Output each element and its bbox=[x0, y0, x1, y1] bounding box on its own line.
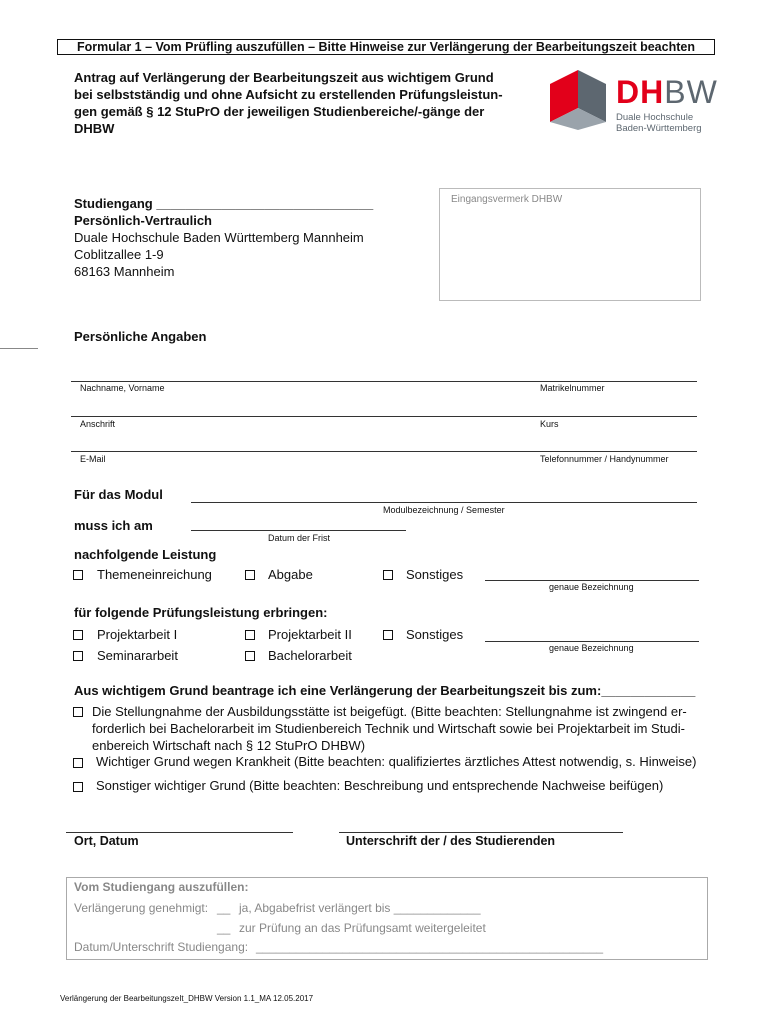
vertraulich-label: Persönlich-Vertraulich bbox=[74, 213, 212, 228]
ort-datum-line[interactable] bbox=[66, 832, 293, 833]
kurs-label: Kurs bbox=[540, 419, 559, 429]
grund-option-sonstiger: Sonstiger wichtiger Grund (Bitte beachten: Beschreibung und entsprechende Nachweise beifügen) bbox=[96, 778, 664, 793]
name-label: Nachname, Vorname bbox=[80, 383, 165, 393]
logo-sub2: Baden-Württemberg bbox=[616, 123, 702, 134]
leistung-heading: nachfolgende Leistung bbox=[74, 547, 217, 562]
grund-option-line: enbereich Wirtschaft nach § 12 StuPrO DHBW) bbox=[92, 738, 366, 753]
footer: Verlängerung der BearbeitungszeIt_DHBW Version 1.1_MA 12.05.2017 bbox=[60, 994, 314, 1003]
anschrift-label: Anschrift bbox=[80, 419, 116, 429]
modul-label: Für das Modul bbox=[74, 487, 163, 502]
anschrift-line[interactable] bbox=[71, 416, 697, 417]
checkbox-bachelorarbeit[interactable] bbox=[245, 651, 255, 661]
datum-unterschrift-line[interactable]: ____________________________________________________ bbox=[256, 940, 604, 954]
ja-text[interactable]: ja, Abgabefrist verlängert bis _____________ bbox=[239, 901, 481, 915]
option-abgabe: Abgabe bbox=[268, 567, 313, 582]
option-bachelorarbeit: Bachelorarbeit bbox=[268, 648, 352, 663]
grund-option-line: forderlich bei Bachelorarbeit im Studienbereich Technik und Wirtschaft sowie bei Projektarbeit im Studi- bbox=[92, 721, 685, 736]
date-label: muss ich am bbox=[74, 518, 153, 533]
personal-heading: Persönliche Angaben bbox=[74, 329, 207, 344]
eingangsvermerk-box bbox=[439, 188, 701, 301]
grund-option-line: Die Stellungnahme der Ausbildungsstätte ist beigefügt. (Bitte beachten: Stellungnahme ist zwingend er- bbox=[92, 704, 687, 719]
name-line[interactable] bbox=[71, 381, 697, 382]
dhbw-logo bbox=[548, 70, 718, 135]
grund-option-stellungnahme bbox=[92, 703, 687, 754]
studiengang-box bbox=[66, 877, 708, 960]
option-themeneinreichung: Themeneinreichung bbox=[97, 567, 212, 582]
option-projektarbeit-2: Projektarbeit II bbox=[268, 627, 352, 642]
ort-datum-label: Ort, Datum bbox=[74, 834, 139, 848]
logo-text-bw: BW bbox=[664, 74, 718, 110]
option-sonstiges-leistung: Sonstiges bbox=[406, 567, 464, 582]
pruefung-heading: für folgende Prüfungsleistung erbringen: bbox=[74, 605, 328, 620]
option-seminararbeit: Seminararbeit bbox=[97, 648, 178, 663]
checkbox-sonstiges-pruefung[interactable] bbox=[383, 630, 393, 640]
logo-sub1: Duale Hochschule bbox=[616, 112, 694, 123]
matrikel-label: Matrikelnummer bbox=[540, 383, 605, 393]
email-label: E-Mail bbox=[80, 454, 106, 464]
checkbox-sonstiges-leistung[interactable] bbox=[383, 570, 393, 580]
leistung-specify-label: genaue Bezeichnung bbox=[549, 582, 634, 592]
weiter-text[interactable]: zur Prüfung an das Prüfungsamt weitergeleitet bbox=[239, 921, 486, 935]
date-line[interactable] bbox=[191, 530, 406, 531]
ja-blank[interactable]: __ bbox=[217, 901, 231, 915]
weiter-blank[interactable]: __ bbox=[217, 921, 231, 935]
email-line[interactable] bbox=[71, 451, 697, 452]
checkbox-seminararbeit[interactable] bbox=[73, 651, 83, 661]
unterschrift-label: Unterschrift der / des Studierenden bbox=[346, 834, 556, 848]
logo-text bbox=[616, 76, 718, 108]
modul-line[interactable] bbox=[191, 502, 697, 503]
studiengang-field[interactable]: Studiengang ______________________________ bbox=[74, 196, 374, 211]
date-field-label: Datum der Frist bbox=[268, 533, 331, 543]
checkbox-krankheit[interactable] bbox=[73, 758, 83, 768]
genehmigt-label: Verlängerung genehmigt: bbox=[74, 901, 209, 915]
checkbox-projektarbeit-2[interactable] bbox=[245, 630, 255, 640]
checkbox-sonstiger-grund[interactable] bbox=[73, 782, 83, 792]
grund-option-krankheit: Wichtiger Grund wegen Krankheit (Bitte beachten: qualifiziertes ärztliches Attest notwendig, s. Hinweise) bbox=[96, 754, 697, 769]
datum-unterschrift-label: Datum/Unterschrift Studiengang: bbox=[74, 940, 249, 954]
fold-mark bbox=[0, 348, 38, 349]
title-line: gen gemäß § 12 StuPrO der jeweiligen Studienbereiche/-gänge der bbox=[74, 104, 485, 119]
telefon-label: Telefonnummer / Handynummer bbox=[540, 454, 669, 464]
address-city: 68163 Mannheim bbox=[74, 264, 175, 279]
form-header: Formular 1 – Vom Prüfling auszufüllen – Bitte Hinweise zur Verlängerung der Bearbeitungszeit beachten bbox=[57, 39, 715, 55]
option-projektarbeit-1: Projektarbeit I bbox=[97, 627, 178, 642]
title-line: Antrag auf Verlängerung der Bearbeitungszeit aus wichtigem Grund bbox=[74, 70, 494, 85]
address-name: Duale Hochschule Baden Württemberg Mannheim bbox=[74, 230, 364, 245]
checkbox-projektarbeit-1[interactable] bbox=[73, 630, 83, 640]
pruefung-specify-line[interactable] bbox=[485, 641, 699, 642]
logo-mark-icon bbox=[548, 70, 610, 130]
grund-heading[interactable]: Aus wichtigem Grund beantrage ich eine Verlängerung der Bearbeitungszeit bis zum:_____________ bbox=[74, 683, 696, 698]
checkbox-stellungnahme[interactable] bbox=[73, 707, 83, 717]
unterschrift-line[interactable] bbox=[339, 832, 623, 833]
title-line: bei selbstständig und ohne Aufsicht zu erstellenden Prüfungsleistun- bbox=[74, 87, 503, 102]
modul-field-label: Modulbezeichnung / Semester bbox=[383, 505, 505, 515]
leistung-specify-line[interactable] bbox=[485, 580, 699, 581]
checkbox-abgabe[interactable] bbox=[245, 570, 255, 580]
checkbox-themeneinreichung[interactable] bbox=[73, 570, 83, 580]
form-title bbox=[74, 69, 503, 137]
studiengang-box-heading: Vom Studiengang auszufüllen: bbox=[74, 880, 249, 894]
eingangsvermerk-label: Eingangsvermerk DHBW bbox=[451, 194, 563, 205]
logo-text-dh: DH bbox=[616, 74, 665, 110]
address-block bbox=[74, 195, 373, 280]
option-sonstiges-pruefung: Sonstiges bbox=[406, 627, 464, 642]
title-line: DHBW bbox=[74, 121, 115, 136]
pruefung-specify-label: genaue Bezeichnung bbox=[549, 643, 634, 653]
address-street: Coblitzallee 1-9 bbox=[74, 247, 164, 262]
